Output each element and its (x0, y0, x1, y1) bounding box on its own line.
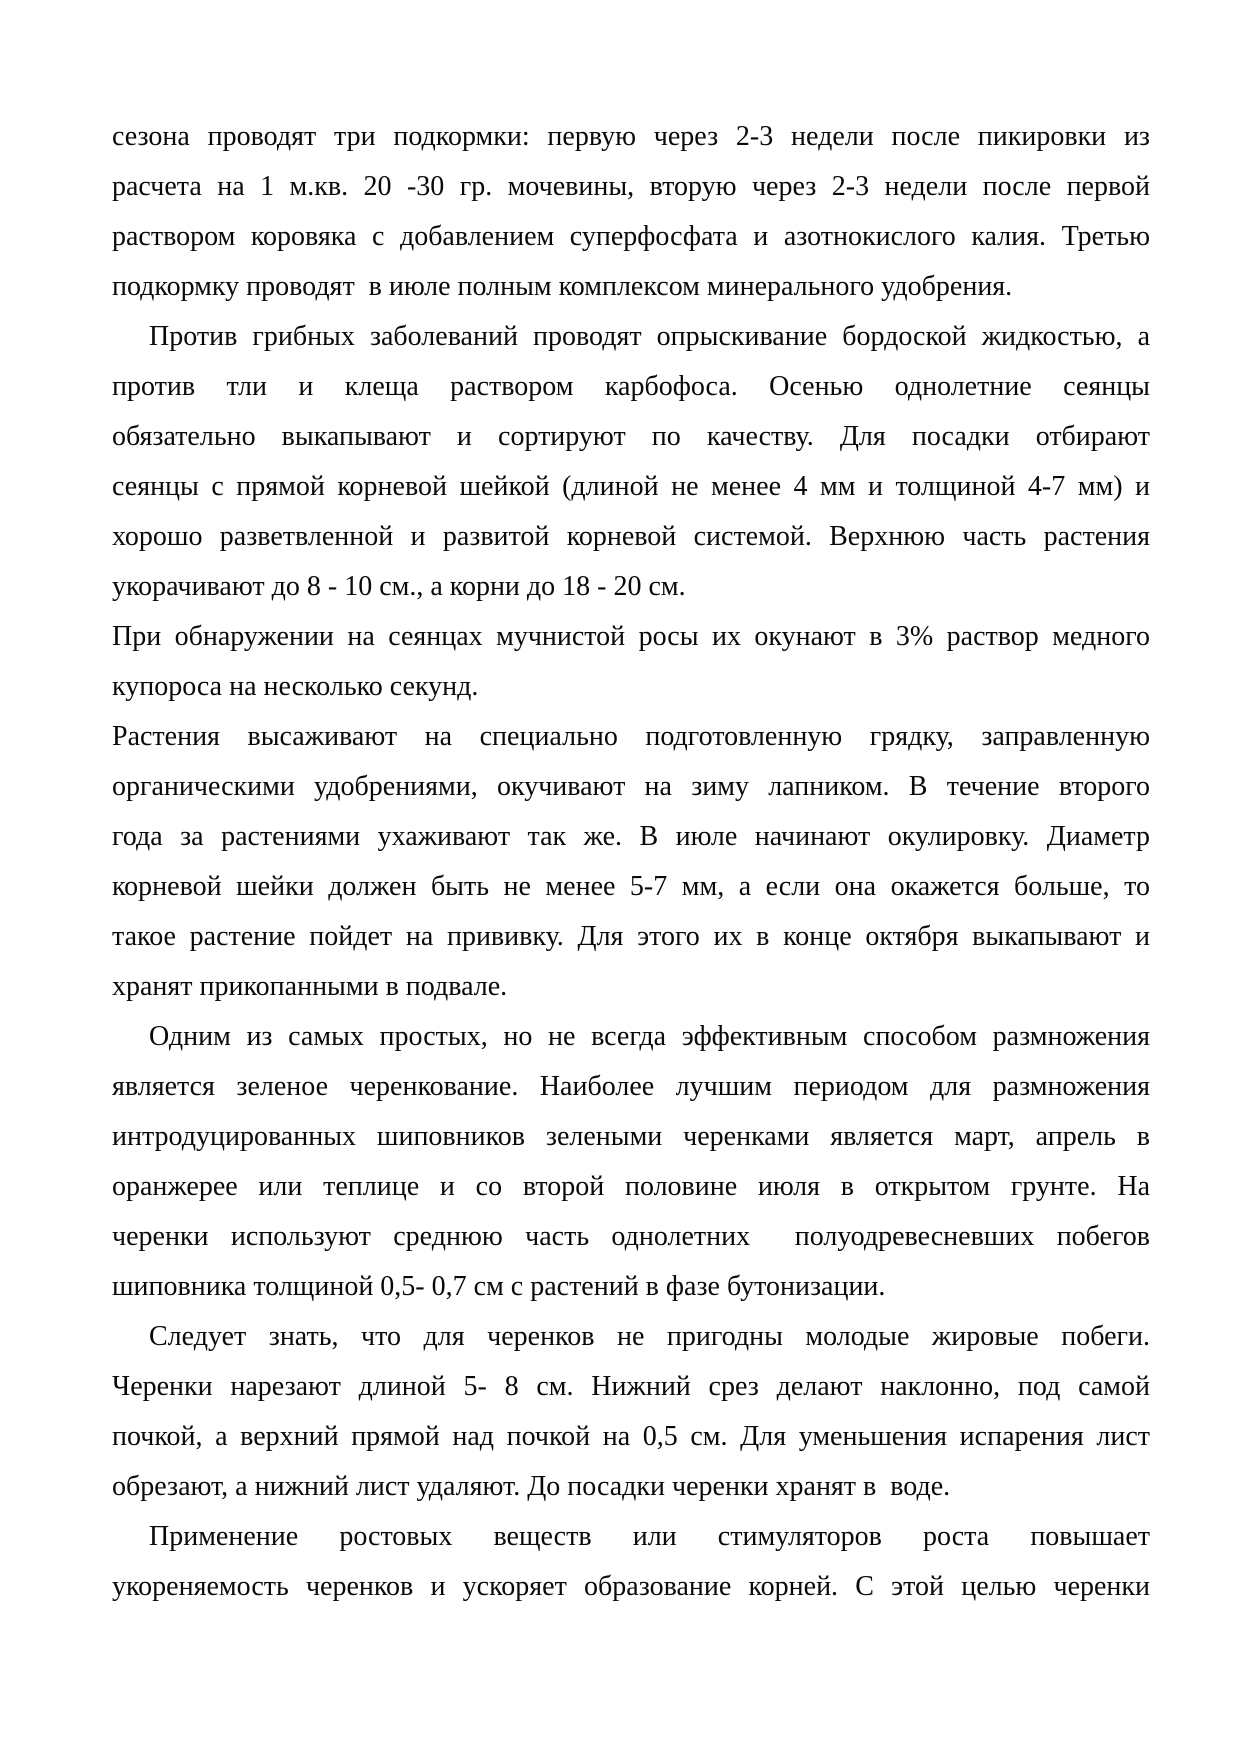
text-line: хорошо разветвленной и развитой корневой системой. Верхнюю часть растения (112, 521, 1150, 552)
text-line: укореняемость черенков и ускоряет образование корней. С этой целью черенки (112, 1571, 1150, 1602)
text-line: сезона проводят три подкормки: первую через 2-3 недели после пикировки из (112, 121, 1150, 152)
text-line: хранят прикопанными в подвале. (112, 971, 508, 1002)
text-line: обрезают, а нижний лист удаляют. До посадки черенки хранят в воде. (112, 1471, 951, 1502)
text-line: почкой, а верхний прямой над почкой на 0,5 см. Для уменьшения испарения лист (112, 1421, 1150, 1452)
text-line: укорачивают до 8 - 10 см., а корни до 18 - 20 см. (112, 571, 686, 602)
text-line: органическими удобрениями, окучивают на зиму лапником. В течение второго (112, 771, 1150, 802)
text-line: Следует знать, что для черенков не пригодны молодые жировые побеги. (149, 1321, 1150, 1352)
text-line: против тли и клеща раствором карбофоса. Осенью однолетние сеянцы (112, 371, 1150, 402)
text-line: корневой шейки должен быть не менее 5-7 мм, а если она окажется больше, то (112, 871, 1150, 902)
text-line: расчета на 1 м.кв. 20 -30 гр. мочевины, вторую через 2-3 недели после первой (112, 171, 1150, 202)
text-line: подкормку проводят в июле полным комплексом минерального удобрения. (112, 271, 1013, 302)
text-line: является зеленое черенкование. Наиболее лучшим периодом для размножения (112, 1071, 1150, 1102)
text-line: При обнаружении на сеянцах мучнистой росы их окунают в 3% раствор медного (112, 621, 1150, 652)
text-line: Применение ростовых веществ или стимуляторов роста повышает (149, 1521, 1150, 1552)
text-line: черенки используют среднюю часть однолетних полуодревесневших побегов (112, 1221, 1150, 1252)
text-line: обязательно выкапывают и сортируют по качеству. Для посадки отбирают (112, 421, 1150, 452)
text-line: такое растение пойдет на прививку. Для этого их в конце октября выкапывают и (112, 921, 1150, 952)
text-line: купороса на несколько секунд. (112, 671, 479, 702)
text-line: раствором коровяка с добавлением суперфосфата и азотнокислого калия. Третью (112, 221, 1150, 252)
text-line: Против грибных заболеваний проводят опрыскивание бордоской жидкостью, а (149, 321, 1150, 352)
text-line: Черенки нарезают длиной 5- 8 см. Нижний срез делают наклонно, под самой (112, 1371, 1150, 1402)
text-line: интродуцированных шиповников зелеными черенками является март, апрель в (112, 1121, 1150, 1152)
text-line: Одним из самых простых, но не всегда эффективным способом размножения (149, 1021, 1150, 1052)
text-line: оранжерее или теплице и со второй половине июля в открытом грунте. На (112, 1171, 1150, 1202)
text-line: года за растениями ухаживают так же. В июле начинают окулировку. Диаметр (112, 821, 1150, 852)
text-line: сеянцы с прямой корневой шейкой (длиной не менее 4 мм и толщиной 4-7 мм) и (112, 471, 1150, 502)
text-line: шиповника толщиной 0,5- 0,7 см с растений в фазе бутонизации. (112, 1271, 886, 1302)
text-line: Растения высаживают на специально подготовленную грядку, заправленную (112, 721, 1150, 752)
